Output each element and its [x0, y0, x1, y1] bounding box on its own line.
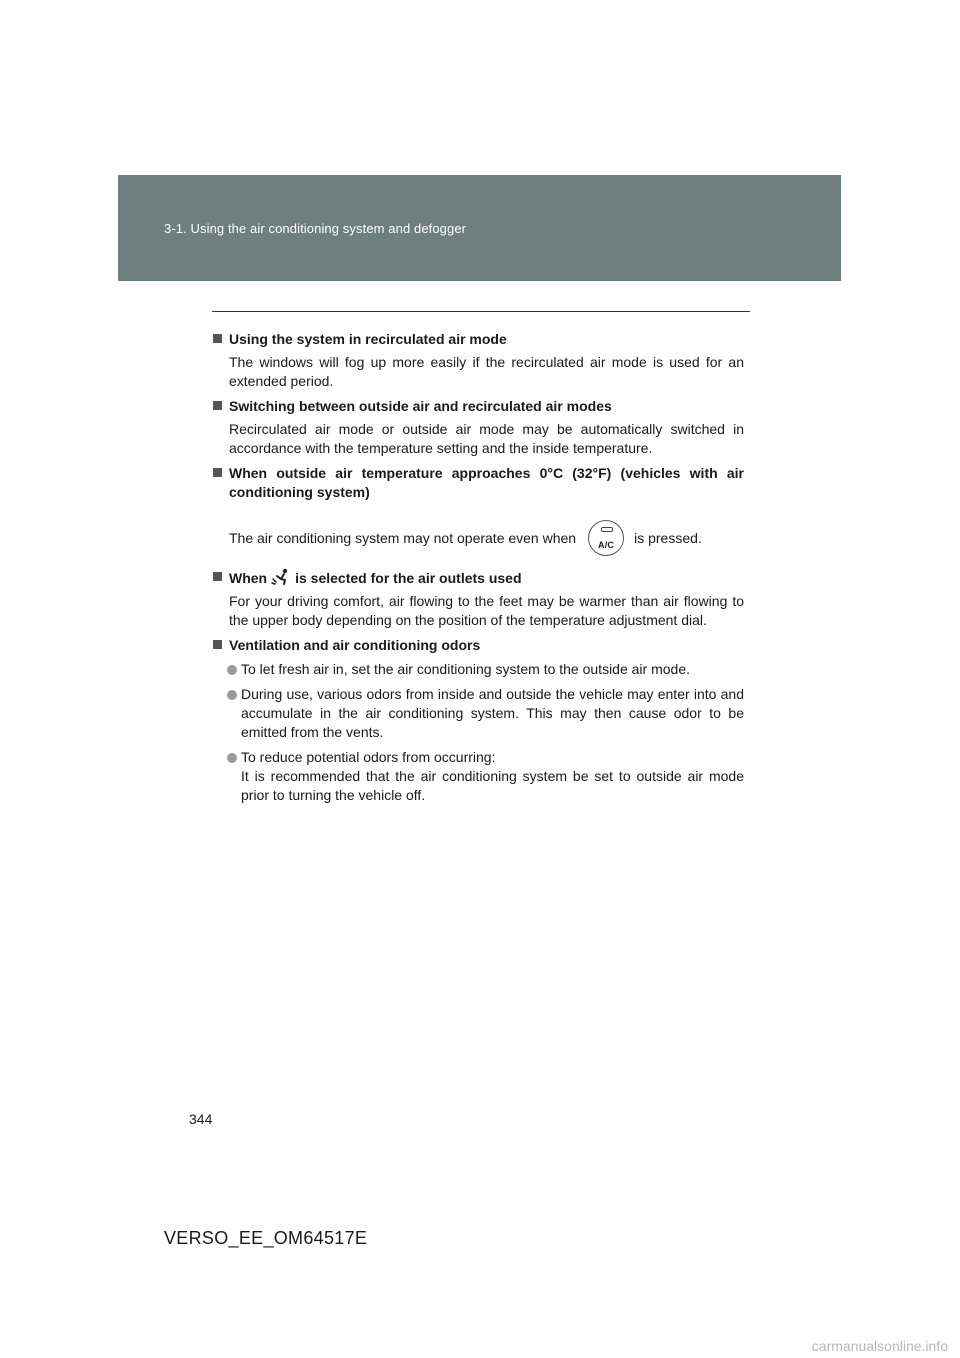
feet-airflow-icon [271, 568, 291, 586]
chapter-title: 3-1. Using the air conditioning system and defogger [164, 221, 467, 236]
heading-text-before: When [229, 570, 268, 586]
section-recirculated-mode [212, 330, 744, 391]
ac-indicator-light [601, 527, 613, 532]
section-heading [212, 397, 744, 416]
document-code: VERSO_EE_OM64517E [164, 1228, 368, 1248]
list-item-text-continued: It is recommended that the air conditioning system be set to outside air mode prior to turning the vehicle off. [241, 768, 744, 803]
list-item [212, 685, 744, 742]
heading-text: Switching between outside air and recirculated air modes [229, 398, 612, 414]
watermark: carmanualsonline.info [811, 1338, 948, 1354]
section-body: The windows will fog up more easily if the recirculated air mode is used for an extended period. [229, 354, 744, 389]
heading-text: When outside air temperature approaches 0°C (32°F) (vehicles with air conditioning system) [229, 465, 744, 500]
circle-bullet-icon [227, 665, 237, 675]
ac-button-label: A/C [598, 540, 615, 550]
list-item-text: During use, various odors from inside and outside the vehicle may enter into and accumulate in the air conditioning system. This may then cause odor to be emitted from the vents. [241, 686, 744, 740]
section-switching-modes [212, 397, 744, 458]
section-body: For your driving comfort, air flowing to the feet may be warmer than air flowing to the upper body depending on the position of the temperature adjustment dial. [229, 593, 744, 628]
square-bullet-icon [213, 334, 222, 343]
chapter-header-band [118, 175, 841, 281]
section-feet-outlet [212, 568, 744, 630]
section-odors [212, 636, 744, 805]
page-content [212, 330, 744, 811]
heading-text: Ventilation and air conditioning odors [229, 637, 481, 653]
list-item-text: To reduce potential odors from occurring: [241, 749, 496, 765]
section-body [212, 520, 744, 556]
heading-text-after: is selected for the air outlets used [295, 570, 522, 586]
heading-text: Using the system in recirculated air mode [229, 331, 507, 347]
list-item [212, 660, 744, 679]
section-heading [212, 330, 744, 349]
circle-bullet-icon [227, 690, 237, 700]
ac-button-icon [588, 520, 624, 556]
section-heading [212, 464, 744, 502]
section-heading [212, 568, 744, 588]
section-divider [212, 311, 750, 312]
circle-bullet-icon [227, 753, 237, 763]
square-bullet-icon [213, 401, 222, 410]
body-text-before: The air conditioning system may not operate even when [229, 529, 577, 546]
section-low-temperature [212, 464, 744, 556]
section-heading [212, 636, 744, 655]
page-number: 344 [189, 1111, 213, 1127]
list-item-text: To let fresh air in, set the air conditioning system to the outside air mode. [241, 661, 691, 677]
square-bullet-icon [213, 572, 222, 581]
square-bullet-icon [213, 640, 222, 649]
section-body: Recirculated air mode or outside air mode may be automatically switched in accordance with the temperature setting and the inside temperature. [229, 421, 744, 456]
square-bullet-icon [213, 468, 222, 477]
list-item [212, 748, 744, 805]
body-text-after: is pressed. [634, 529, 702, 546]
